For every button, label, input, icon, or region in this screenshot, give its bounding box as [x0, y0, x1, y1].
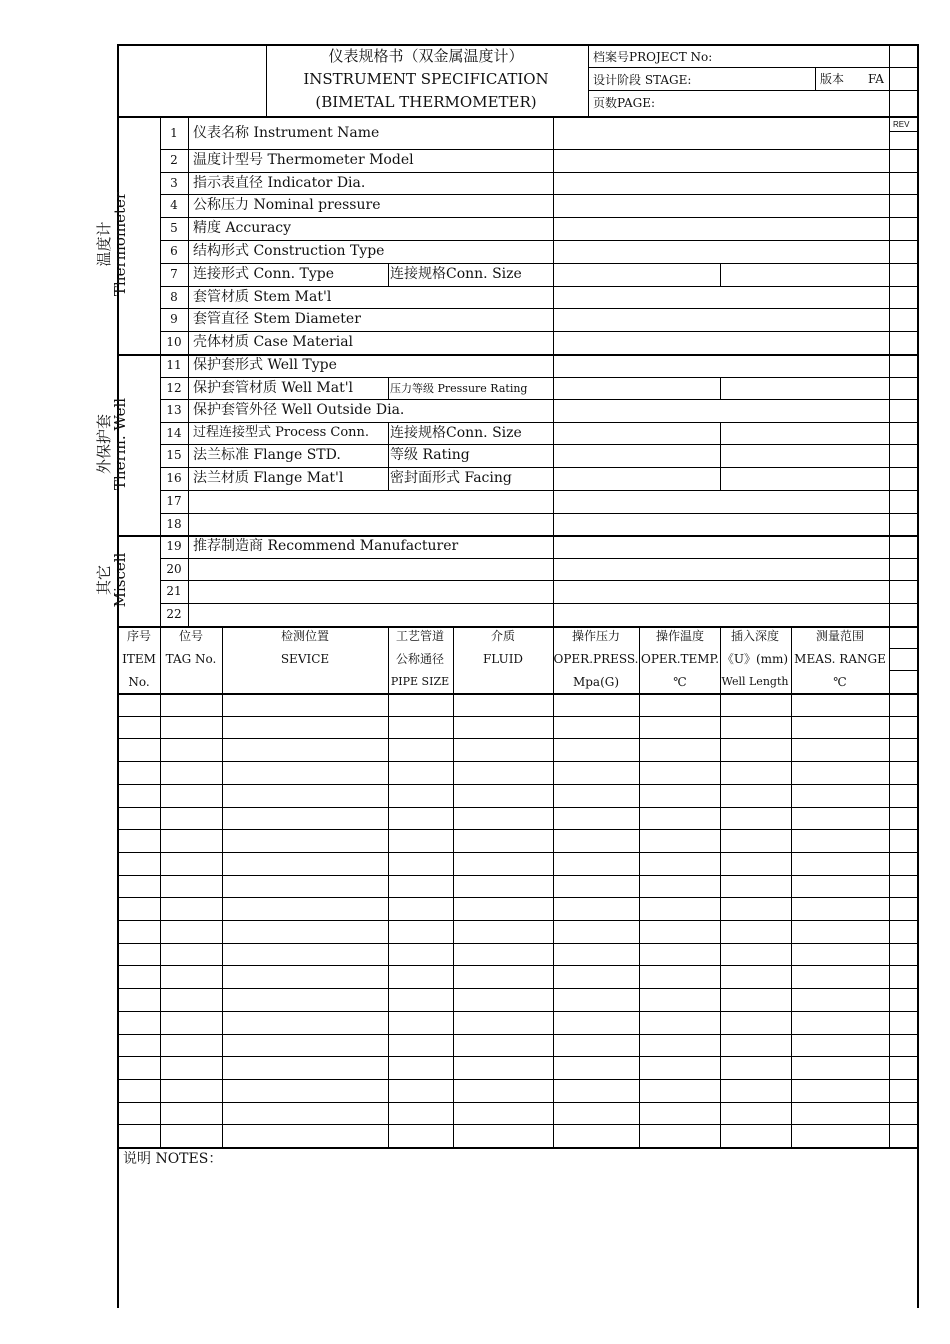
- h-rule: [160, 399, 917, 400]
- h-rule: [160, 467, 917, 468]
- version-label: 版本: [820, 72, 845, 86]
- h-rule: [160, 558, 917, 559]
- v-rule: [791, 626, 792, 1147]
- row-label: 法兰标准 Flange STD.: [193, 447, 341, 464]
- v-rule: [388, 377, 389, 399]
- v-rule: [453, 626, 454, 1147]
- h-rule: [117, 943, 917, 944]
- h-rule: [117, 807, 917, 808]
- column-header-line: 位号: [178, 629, 204, 643]
- row-number: 2: [170, 153, 178, 168]
- h-rule: [160, 444, 917, 445]
- h-rule: [117, 1124, 917, 1125]
- h-rule: [117, 1079, 917, 1080]
- row-number: 22: [166, 607, 182, 622]
- row-label: 套管直径 Stem Diameter: [193, 311, 361, 328]
- column-header-line: 检测位置: [280, 629, 330, 643]
- h-rule: [117, 716, 917, 717]
- h-rule: [160, 263, 917, 264]
- column-header-line: MEAS. RANGE: [794, 652, 886, 666]
- h-rule: [117, 354, 917, 356]
- h-rule: [160, 217, 917, 218]
- column-header-line: Mpa(G): [572, 675, 620, 689]
- h-rule: [117, 535, 917, 537]
- column-header-line: 公称通径: [395, 652, 445, 666]
- v-rule: [553, 626, 554, 1147]
- row-label: 壳体材质 Case Material: [193, 334, 354, 351]
- h-rule: [117, 988, 917, 989]
- row-number: 20: [166, 562, 182, 577]
- column-header-line: 测量范围: [815, 629, 865, 643]
- h-rule: [889, 648, 917, 649]
- section-thermometer-cn: 温度计: [95, 221, 113, 267]
- column-header-line: ℃: [833, 675, 847, 689]
- column-header-line: 操作温度: [655, 629, 705, 643]
- row-number: 12: [166, 381, 182, 396]
- h-rule: [160, 422, 917, 423]
- h-rule: [160, 240, 917, 241]
- notes-label: 说明 NOTES：: [123, 1151, 223, 1167]
- row-number: 21: [166, 584, 182, 599]
- h-rule: [117, 920, 917, 921]
- title-cn: 仪表规格书（双金属温度计）: [328, 47, 524, 65]
- stage-label: 设计阶段 STAGE:: [593, 73, 692, 87]
- v-rule: [889, 626, 890, 1147]
- h-rule: [160, 286, 917, 287]
- project-no-label: 档案号PROJECT No:: [593, 50, 713, 64]
- row-number: 4: [170, 198, 178, 213]
- v-rule: [588, 44, 589, 117]
- h-rule: [160, 580, 917, 581]
- row-number: 11: [166, 358, 182, 373]
- section-thermometer: [97, 184, 143, 304]
- column-header-line: 《U》(mm): [721, 652, 789, 666]
- row-number: 9: [170, 312, 178, 327]
- v-rule: [889, 44, 890, 117]
- h-rule: [117, 761, 917, 762]
- row-label: 过程连接型式 Process Conn.: [193, 425, 370, 441]
- column-header-line: 操作压力: [571, 629, 621, 643]
- v-rule: [553, 117, 554, 626]
- row-label: 精度 Accuracy: [193, 220, 292, 237]
- v-rule: [160, 626, 161, 1147]
- h-rule: [160, 308, 917, 309]
- row-number: 10: [166, 335, 182, 350]
- section-therm-well: [97, 384, 143, 504]
- column-header-line: SEVICE: [280, 652, 330, 666]
- row-label: 套管材质 Stem Mat'l: [193, 289, 332, 306]
- v-rule: [720, 263, 721, 286]
- h-rule: [160, 172, 917, 173]
- row-label: 保护套管材质 Well Mat'l: [193, 380, 354, 397]
- row-label: 结构形式 Construction Type: [193, 243, 385, 260]
- h-rule: [160, 194, 917, 195]
- column-header-line: PIPE SIZE: [390, 675, 450, 688]
- h-rule: [117, 875, 917, 876]
- h-rule: [160, 149, 917, 150]
- row-label: 公称压力 Nominal pressure: [193, 197, 381, 214]
- v-rule: [720, 444, 721, 467]
- v-rule: [222, 626, 223, 1147]
- v-rule: [720, 467, 721, 490]
- section-miscell: [97, 540, 143, 620]
- rev-label: REV: [893, 120, 910, 129]
- column-header-line: FLUID: [482, 652, 524, 666]
- row-label: 推荐制造商 Recommend Manufacturer: [193, 538, 459, 555]
- title-en-line1: INSTRUMENT SPECIFICATION: [303, 70, 549, 88]
- h-rule: [117, 1011, 917, 1012]
- row-number: 19: [166, 539, 182, 554]
- h-rule: [588, 67, 917, 68]
- h-rule: [160, 513, 917, 514]
- h-rule: [889, 670, 917, 671]
- v-rule: [639, 626, 640, 1147]
- row-number: 15: [166, 448, 182, 463]
- section-therm-well-en: Therm. Well: [110, 397, 129, 491]
- h-rule: [117, 693, 917, 695]
- h-rule: [117, 738, 917, 739]
- column-header-line: No.: [128, 675, 150, 689]
- row-number: 1: [170, 126, 178, 140]
- column-header-line: 插入深度: [730, 629, 780, 643]
- row-number: 14: [166, 426, 182, 441]
- h-rule: [117, 1034, 917, 1035]
- h-rule: [117, 852, 917, 853]
- h-rule: [117, 829, 917, 830]
- h-rule: [117, 1102, 917, 1103]
- column-header-line: 工艺管道: [395, 629, 445, 643]
- column-header-line: ℃: [673, 675, 687, 689]
- v-rule: [889, 117, 890, 626]
- row-label: 连接形式 Conn. Type: [193, 266, 335, 283]
- h-rule: [160, 490, 917, 491]
- h-rule: [588, 90, 917, 91]
- h-rule: [117, 44, 917, 46]
- v-rule: [917, 44, 919, 1308]
- section-miscell-cn: 其它: [95, 565, 113, 596]
- row-label: 温度计型号 Thermometer Model: [193, 152, 414, 169]
- row-sub-label: 连接规格Conn. Size: [390, 425, 522, 442]
- h-rule: [160, 331, 917, 332]
- row-number: 17: [166, 494, 182, 509]
- v-rule: [388, 626, 389, 1147]
- row-label: 指示表直径 Indicator Dia.: [193, 175, 366, 192]
- row-number: 13: [166, 403, 182, 418]
- h-rule: [117, 116, 917, 118]
- row-sub-label: 压力等级 Pressure Rating: [390, 382, 528, 396]
- row-sub-label: 等级 Rating: [390, 447, 470, 464]
- row-number: 8: [170, 290, 178, 305]
- row-number: 3: [170, 176, 178, 191]
- column-header-line: OPER.TEMP.: [640, 652, 720, 666]
- column-header-line: 序号: [126, 629, 152, 643]
- row-sub-label: 连接规格Conn. Size: [390, 266, 522, 283]
- row-label: 法兰材质 Flange Mat'l: [193, 470, 344, 487]
- title-en-line2: (BIMETAL THERMOMETER): [315, 93, 537, 111]
- section-thermometer-en: Thermometer: [110, 191, 129, 297]
- v-rule: [720, 626, 721, 1147]
- column-header-line: Well Length: [721, 675, 789, 688]
- column-header-line: ITEM: [122, 652, 156, 666]
- h-rule: [117, 897, 917, 898]
- column-header-line: TAG No.: [165, 652, 217, 666]
- row-number: 18: [166, 517, 182, 532]
- v-rule: [388, 467, 389, 490]
- v-rule: [188, 117, 189, 626]
- h-rule: [117, 1147, 917, 1149]
- section-therm-well-cn: 外保护套: [95, 414, 113, 475]
- h-rule: [117, 1056, 917, 1057]
- row-sub-label: 密封面形式 Facing: [390, 470, 512, 487]
- page-label: 页数PAGE:: [593, 96, 656, 110]
- row-number: 6: [170, 244, 178, 259]
- h-rule: [117, 784, 917, 785]
- v-rule: [720, 377, 721, 399]
- v-rule: [815, 67, 816, 90]
- row-number: 16: [166, 471, 182, 486]
- row-label: 保护套形式 Well Type: [193, 357, 337, 374]
- h-rule: [160, 377, 917, 378]
- row-label: 仪表名称 Instrument Name: [193, 125, 380, 141]
- v-rule: [388, 444, 389, 467]
- section-miscell-en: Miscell: [110, 552, 129, 608]
- v-rule: [720, 422, 721, 444]
- row-number: 7: [170, 267, 178, 282]
- column-header-line: OPER.PRESS.: [553, 652, 639, 666]
- h-rule: [889, 131, 917, 132]
- column-header-line: 介质: [490, 629, 516, 643]
- v-rule: [388, 422, 389, 444]
- h-rule: [117, 626, 917, 628]
- h-rule: [117, 965, 917, 966]
- row-number: 5: [170, 221, 178, 236]
- h-rule: [160, 603, 917, 604]
- v-rule: [266, 44, 267, 117]
- row-label: 保护套管外径 Well Outside Dia.: [193, 402, 405, 419]
- version-value: FA: [868, 72, 884, 86]
- v-rule: [388, 263, 389, 286]
- v-rule: [160, 117, 161, 626]
